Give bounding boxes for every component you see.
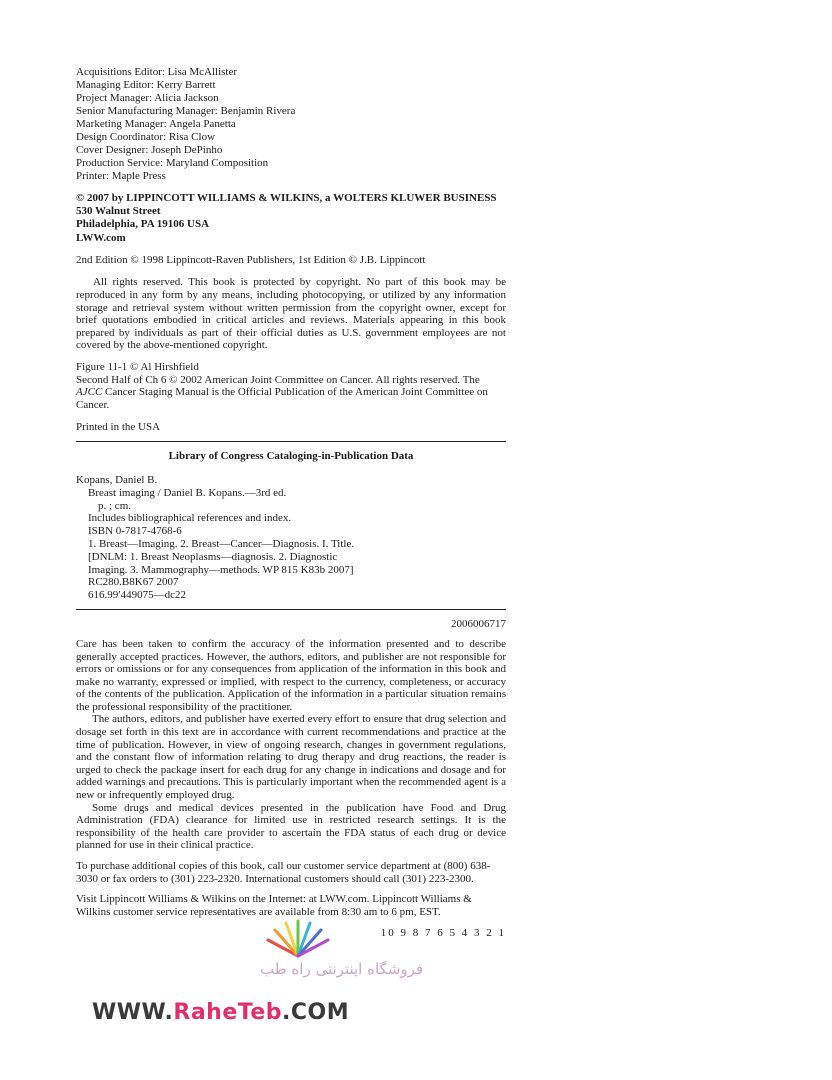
address-line: 530 Walnut Street xyxy=(76,205,161,218)
city-line: Philadelphia, PA 19106 USA xyxy=(76,218,210,231)
credit-line: Marketing Manager: Angela Panetta xyxy=(76,118,236,130)
watermark-persian-text: فروشگاه اینترنتی راه طب xyxy=(260,960,424,978)
cip-author: Kopans, Daniel B. xyxy=(76,473,158,486)
copyright-line: © 2007 by LIPPINCOTT WILLIAMS & WILKINS, a WOLTERS KLUWER BUSINESS xyxy=(76,192,497,204)
permissions-block xyxy=(76,361,506,411)
cip-dewey: 616.99′449075—dc22 xyxy=(88,589,187,602)
ajcc-text-after: Cancer Staging Manual is the Official Publication of the American Joint Committee on Cancer. xyxy=(76,386,488,411)
cip-subjects: 1. Breast—Imaging. 2. Breast—Cancer—Diagnosis. I. Title. xyxy=(88,537,355,550)
cip-isbn: ISBN 0-7817-4768-6 xyxy=(88,525,182,538)
publisher-copyright xyxy=(76,192,506,245)
credit-line: Project Manager: Alicia Jackson xyxy=(76,92,219,104)
disclaimer xyxy=(76,638,506,852)
divider-top xyxy=(76,441,506,442)
ajcc-italic: AJCC xyxy=(76,386,103,399)
disclaimer-paragraph: The authors, editors, and publisher have exerted every effort to ensure that drug selection and dosage set forth in this text are in accordance with current recommendations and practice at the time of publication. However, in view of ongoing research, changes in government regulations, and the constant flow of information relating to drug therapy and drug reactions, the reader is urged to check the package insert for each drug for any change in indications and dosage and for added warnings and precautions. This is particularly important when the recommended agent is a new or infrequently employed drug. xyxy=(76,713,506,802)
watermark xyxy=(92,918,424,1038)
credit-line: Acquisitions Editor: Lisa McAllister xyxy=(76,66,238,78)
credit-line: Design Coordinator: Risa Clow xyxy=(76,131,216,143)
website-line: LWW.com xyxy=(76,231,126,244)
cip-pages: p. ; cm. xyxy=(98,499,131,512)
rainbow-fan-icon xyxy=(258,918,338,958)
credit-line: Cover Designer: Joseph DePinho xyxy=(76,144,223,156)
watermark-site-suffix: .COM xyxy=(282,1000,350,1025)
cip-title-line: Breast imaging / Daniel B. Kopans.—3rd ed. xyxy=(88,486,287,499)
copyright-page xyxy=(76,66,506,939)
lccn-number: 2006006717 xyxy=(451,617,506,630)
production-credits xyxy=(76,66,506,183)
cip-lc-class: RC280.B8K67 2007 xyxy=(88,576,179,589)
edition-history: 2nd Edition © 1998 Lippincott-Raven Publishers, 1st Edition © J.B. Lippincott xyxy=(76,253,426,266)
credit-line: Senior Manufacturing Manager: Benjamin Rivera xyxy=(76,105,296,117)
printed-in: Printed in the USA xyxy=(76,421,161,434)
watermark-site-prefix: WWW. xyxy=(92,1000,174,1025)
credit-line: Production Service: Maryland Composition xyxy=(76,157,269,169)
ajcc-text-before: Second Half of Ch 6 © 2002 American Joint Committee on Cancer. All rights reserved. The xyxy=(76,373,480,386)
disclaimer-paragraph: Some drugs and medical devices presented in the publication have Food and Drug Administration (FDA) clearance for limited use in restricted research settings. It is the responsibility of the health care provider to ascertain the FDA status of each drug or device planned for use in their clinical practice. xyxy=(76,801,506,852)
disclaimer-paragraph: Care has been taken to confirm the accuracy of the information presented and to describe generally accepted practices. However, the authors, editors, and publisher are not responsible for errors or omissions or for any consequences from application of the information in this book and make no warranty, expressed or implied, with respect to the currency, completeness, or accuracy of the contents of the publication. Application of the information in a particular situation remains the professional responsibility of the practitioner. xyxy=(76,637,506,713)
purchase-info: To purchase additional copies of this book, call our customer service department at (800) 638-3030 or fax orders to (301) 223-2320. International customers should call (301) 223-2300. xyxy=(76,860,491,885)
ajcc-credit xyxy=(76,374,506,412)
cip-bibliography: Includes bibliographical references and index. xyxy=(88,512,292,525)
visit-info: Visit Lippincott Williams & Wilkins on the Internet: at LWW.com. Lippincott Williams & Wilkins customer service representatives are available from 8:30 am to 6 pm, EST. xyxy=(76,893,472,918)
divider-bottom xyxy=(76,609,506,610)
printing-line: 10 9 8 7 6 5 4 3 2 1 xyxy=(380,927,506,940)
watermark-site xyxy=(92,1000,349,1025)
figure-credit: Figure 11-1 © Al Hirshfield xyxy=(76,360,199,373)
credit-line: Printer: Maple Press xyxy=(76,170,166,182)
cip-record xyxy=(76,474,506,602)
credit-line: Managing Editor: Kerry Barrett xyxy=(76,79,216,91)
cip-dnlm-cont: Imaging. 3. Mammography—methods. WP 815 K83b 2007] xyxy=(88,563,354,576)
cip-heading: Library of Congress Cataloging-in-Publication Data xyxy=(168,449,414,462)
watermark-site-brand: RaheTeb xyxy=(173,1000,282,1025)
cip-dnlm: [DNLM: 1. Breast Neoplasms—diagnosis. 2. Diagnostic xyxy=(88,550,338,563)
rights-paragraph: All rights reserved. This book is protected by copyright. No part of this book may be reproduced in any form by any means, including photocopying, or utilized by any information storage and retrieval system without written permission from the copyright owner, except for brief quotations embodied in critical articles and reviews. Materials appearing in this book prepared by individuals as part of their official duties as U.S. government employees are not covered by the above-mentioned copyright. xyxy=(76,276,506,352)
